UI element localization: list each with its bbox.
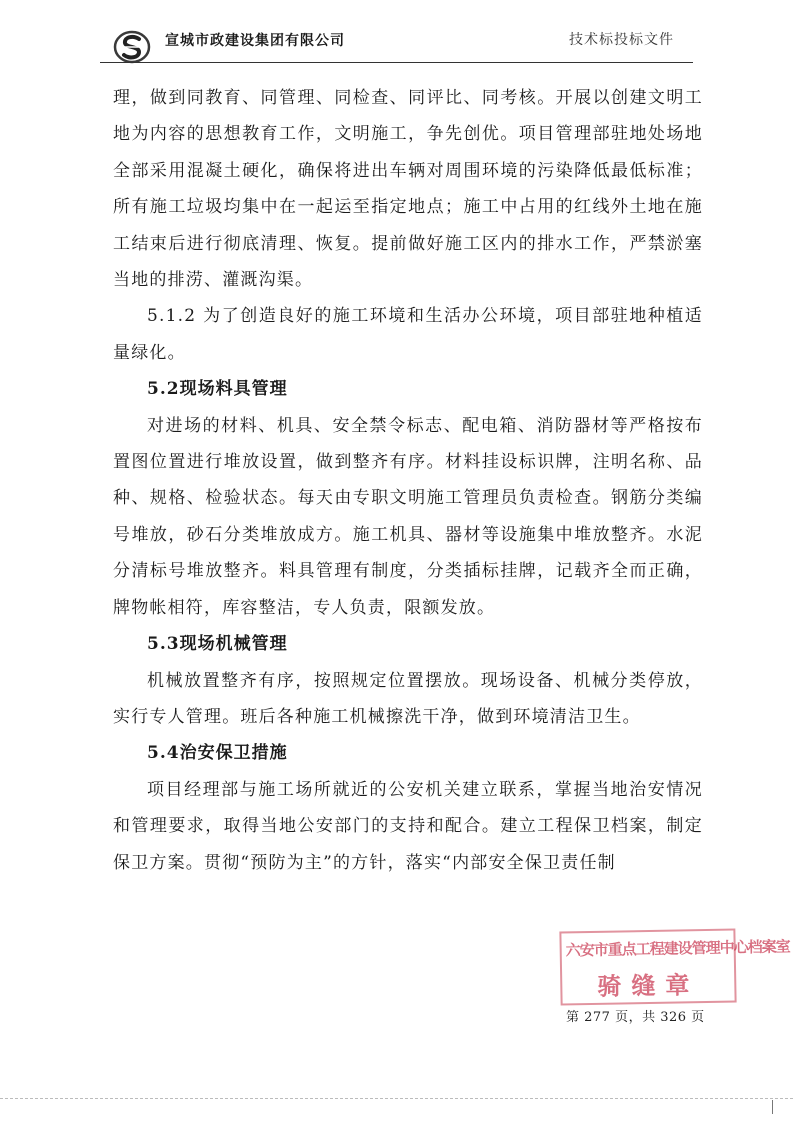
- section-heading-5-4: 5.4治安保卫措施: [147, 743, 288, 764]
- scan-edge-tick: [772, 1100, 773, 1114]
- scan-edge-line: [0, 1098, 793, 1099]
- paragraph-5-1-2: 5.1.2 为了创造良好的施工环境和生活办公环境，项目部驻地种植适量绿化。: [113, 306, 703, 363]
- paragraph-machinery-management: 机械放置整齐有序，按照规定位置摆放。现场设备、机械分类停放，实行专人管理。班后各种施工机械擦洗干净，做到环境清洁卫生。: [113, 670, 703, 727]
- section-heading-5-2: 5.2现场料具管理: [147, 379, 288, 400]
- paragraph-material-management: 对进场的材料、机具、安全禁令标志、配电箱、消防器材等严格按布置图位置进行堆放设置，做到整齐有序。材料挂设标识牌，注明名称、品种、规格、检验状态。每天由专职文明施工管理员负责检查。钢筋分类编号堆放，砂石分类堆放成方。施工机具、器材等设施集中堆放整齐。水泥分清标号堆放整齐。料具管理有制度，分类插标挂牌，记载齐全而正确，牌物帐相符，库容整洁，专人负责，限额发放。: [113, 415, 703, 618]
- company-name: 宣城市政建设集团有限公司: [165, 33, 345, 49]
- page-number: 第 277 页，共 326 页: [566, 1010, 705, 1025]
- page-header: [0, 0, 793, 70]
- document-body: [113, 80, 703, 881]
- section-heading-5-3: 5.3现场机械管理: [147, 634, 288, 655]
- stamp-organization: 六安市重点工程建设管理中心档案室: [565, 937, 790, 960]
- paragraph-security-measures: 项目经理部与施工场所就近的公安机关建立联系，掌握当地治安情况和管理要求，取得当地公安部门的支持和配合。建立工程保卫档案，制定保卫方案。贯彻“预防为主”的方针，落实“内部安全保卫责任制: [113, 779, 703, 873]
- header-divider: [100, 62, 693, 63]
- paragraph-continuation: 理，做到同教育、同管理、同检查、同评比、同考核。开展以创建文明工地为内容的思想教育工作，文明施工，争先创优。项目管理部驻地处场地全部采用混凝土硬化，确保将进出车辆对周围环境的污染降低最低标准；所有施工垃圾均集中在一起运至指定地点；施工中占用的红线外土地在施工结束后进行彻底清理、恢复。提前做好施工区内的排水工作，严禁淤塞当地的排涝、灌溉沟渠。: [113, 88, 703, 291]
- company-s-logo-icon: [113, 30, 151, 64]
- seam-seal-stamp: [559, 928, 790, 1005]
- stamp-title: 骑缝章: [597, 970, 700, 1001]
- document-type: 技术标投标文件: [569, 32, 674, 48]
